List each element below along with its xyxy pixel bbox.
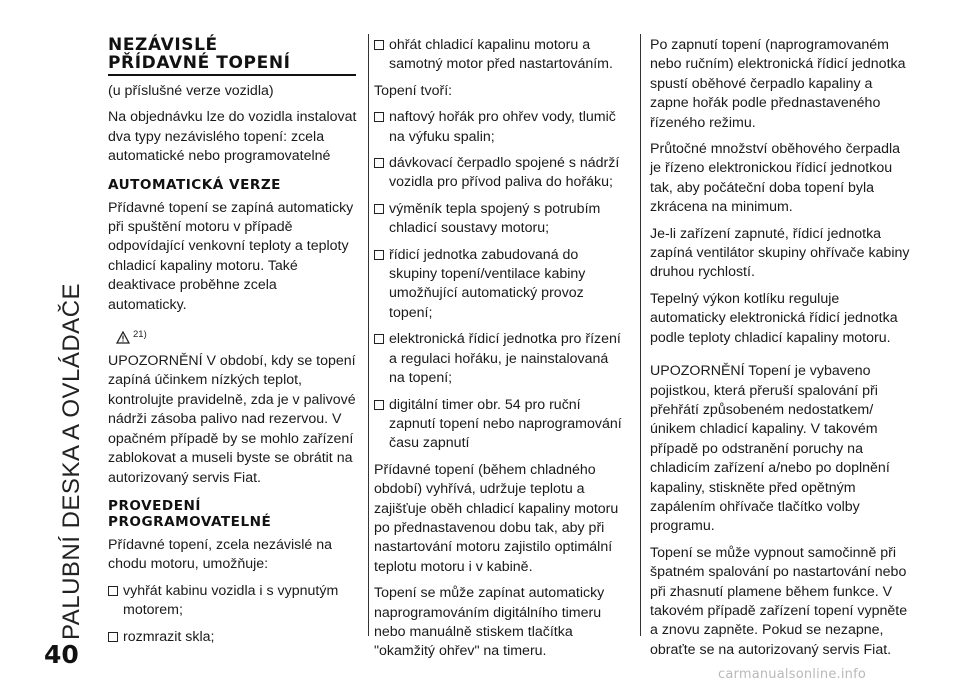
pump-flow-paragraph: Průtočné množství oběhového čerpadla je řízeno elektronickou řídicí jednotkou tak, aby počáteční doba topení byla zkrácena na minimum. — [650, 141, 901, 216]
column-divider-2 — [640, 34, 641, 636]
list-item-text: dávkovací čerpadlo spojené s nádrží vozidla pro přívod paliva do hořáku; — [389, 155, 620, 191]
list-item-text: ohřát chladicí kapalinu motoru a samotný motor před nastartováním. — [389, 37, 613, 73]
list-item — [374, 396, 624, 454]
warning-paragraph-overheat: UPOZORNĚNÍ Topení je vybaveno pojistkou, která přeruší spalování při přehřátí způsobeném nedostatkem/ únikem chladicí kapaliny. V takovém případě po odstranění poruchy na chladicím zařízení a/nebo po doplnění kapaliny, stiskněte před opětným zapálením ohřívače tlačítko volby programu. — [650, 363, 890, 535]
timer-paragraph: Topení se může zapínat automaticky naprogramováním digitálního timeru nebo manuálně stiskem tlačítka "okamžitý ohřev" na timeru. — [374, 585, 605, 660]
automatic-paragraph: Přídavné topení se zapíná automaticky při spuštění motoru v případě odpovídající venkovní teploty a teploty chladicí kapaliny motoru. Také deaktivace proběhne zcela automaticky. — [108, 199, 354, 313]
list-item — [374, 108, 624, 147]
list-item — [374, 246, 624, 324]
checkbox-bullet-icon — [374, 158, 384, 168]
version-note: (u příslušné verze vozidla) — [108, 83, 274, 99]
checkbox-bullet-icon — [374, 250, 384, 260]
column-3 — [650, 36, 910, 667]
list-item-text: naftový hořák pro ohřev vody, tlumič na výfuku spalin; — [389, 109, 616, 145]
heat-output-paragraph: Tepelný výkon kotlíku reguluje automaticky elektronická řídicí jednotka podle teploty chladicí kapaliny motoru. — [650, 290, 898, 346]
components-intro: Topení tvoří: — [374, 82, 453, 99]
list-item — [374, 330, 624, 388]
list-item — [374, 200, 624, 239]
switch-on-paragraph: Po zapnutí topení (naprogramovaném nebo ručním) elektronická řídicí jednotka spustí oběhové čerpadlo kapaliny a zapne hořák podle přednastaveného řízeného režimu. — [650, 37, 906, 131]
page-number: 40 — [44, 640, 79, 669]
warning-paragraph-fuel: UPOZORNĚNÍ V období, kdy se topení zapíná účinkem nízkých teplot, kontrolujte pravidelně, zda je v palivové nádrži zásoba palivo nad rezervou. V opačném případě by se mohlo zařízení zablokovat a museli byste se obrátit na autorizovaný servis Fiat. — [108, 353, 356, 486]
heading-programmable-line-1: PROVEDENÍ — [108, 497, 201, 514]
column-divider-1 — [368, 34, 369, 636]
fan-paragraph: Je-li zařízení zapnuté, řídicí jednotka zapíná ventilátor skupiny ohřívače kabiny druhou rychlostí. — [650, 225, 910, 281]
warning-ref-number: 21) — [133, 328, 147, 340]
list-item-text: digitální timer obr. 54 pro ruční zapnutí topení nebo naprogramování času zapnutí — [389, 396, 622, 452]
list-item — [374, 154, 624, 193]
list-item — [374, 36, 624, 75]
list-item-text: elektronická řídicí jednotka pro řízení a regulaci hořáku, je nainstalovaná na topení; — [389, 331, 621, 387]
page-title-line-1: NEZÁVISLÉ — [108, 35, 218, 55]
checkbox-bullet-icon — [374, 400, 384, 410]
list-item — [108, 582, 358, 621]
auto-shutdown-paragraph: Topení se může vypnout samočinně při špatném spalování po nastartování nebo při zhasnutí plamene během funkce. V takovém případě zařízení topení vypněte a znovu zapněte. Pokud se nezapne, obraťte se na autorizovaný servis Fiat. — [650, 544, 908, 658]
list-item-text: výměník tepla spojený s potrubím chladicí soustavy motoru; — [389, 200, 601, 237]
checkbox-bullet-icon — [108, 632, 118, 642]
heading-programmable-version — [108, 498, 358, 530]
page-title — [108, 36, 358, 72]
warning-triangle-icon — [116, 331, 130, 344]
checkbox-bullet-icon — [374, 334, 384, 344]
title-rule — [108, 74, 356, 76]
checkbox-bullet-icon — [374, 204, 384, 214]
list-item-text: rozmrazit skla; — [123, 628, 215, 645]
section-side-title — [52, 30, 92, 640]
checkbox-bullet-icon — [108, 586, 118, 596]
watermark-text: carmanualsonline.info — [718, 667, 867, 682]
list-item-text: vyhřát kabinu vozidla i s vypnutým motorem; — [123, 582, 339, 619]
column-1 — [108, 36, 358, 654]
side-title-text: PALUBNÍ DESKA A OVLÁDAČE — [58, 282, 85, 640]
column-2 — [374, 36, 624, 669]
intro-paragraph: Na objednávku lze do vozidla instalovat dva typy nezávislého topení: zcela automatické nebo programovatelné — [108, 109, 357, 165]
heading-automatic-version: AUTOMATICKÁ VERZE — [108, 176, 281, 193]
list-item — [108, 628, 358, 647]
heating-function-paragraph: Přídavné topení (během chladného období) vyhřívá, udržuje teplotu a zajišťuje oběh chladicí kapaliny motoru po přednastavenou dobu tak, aby při nastartování motoru zajistilo optimální teplotu motoru i v kabině. — [374, 461, 619, 575]
checkbox-bullet-icon — [374, 40, 384, 50]
heading-programmable-line-2: PROGRAMOVATELNÉ — [108, 513, 272, 530]
warning-reference — [116, 322, 358, 344]
page-title-line-2: PŘÍDAVNÉ TOPENÍ — [108, 53, 291, 73]
checkbox-bullet-icon — [374, 112, 384, 122]
programmable-paragraph: Přídavné topení, zcela nezávislé na chodu motoru, umožňuje: — [108, 536, 332, 573]
list-item-text: řídicí jednotka zabudovaná do skupiny topení/ventilace kabiny umožňující automatický provoz topení; — [389, 246, 586, 321]
